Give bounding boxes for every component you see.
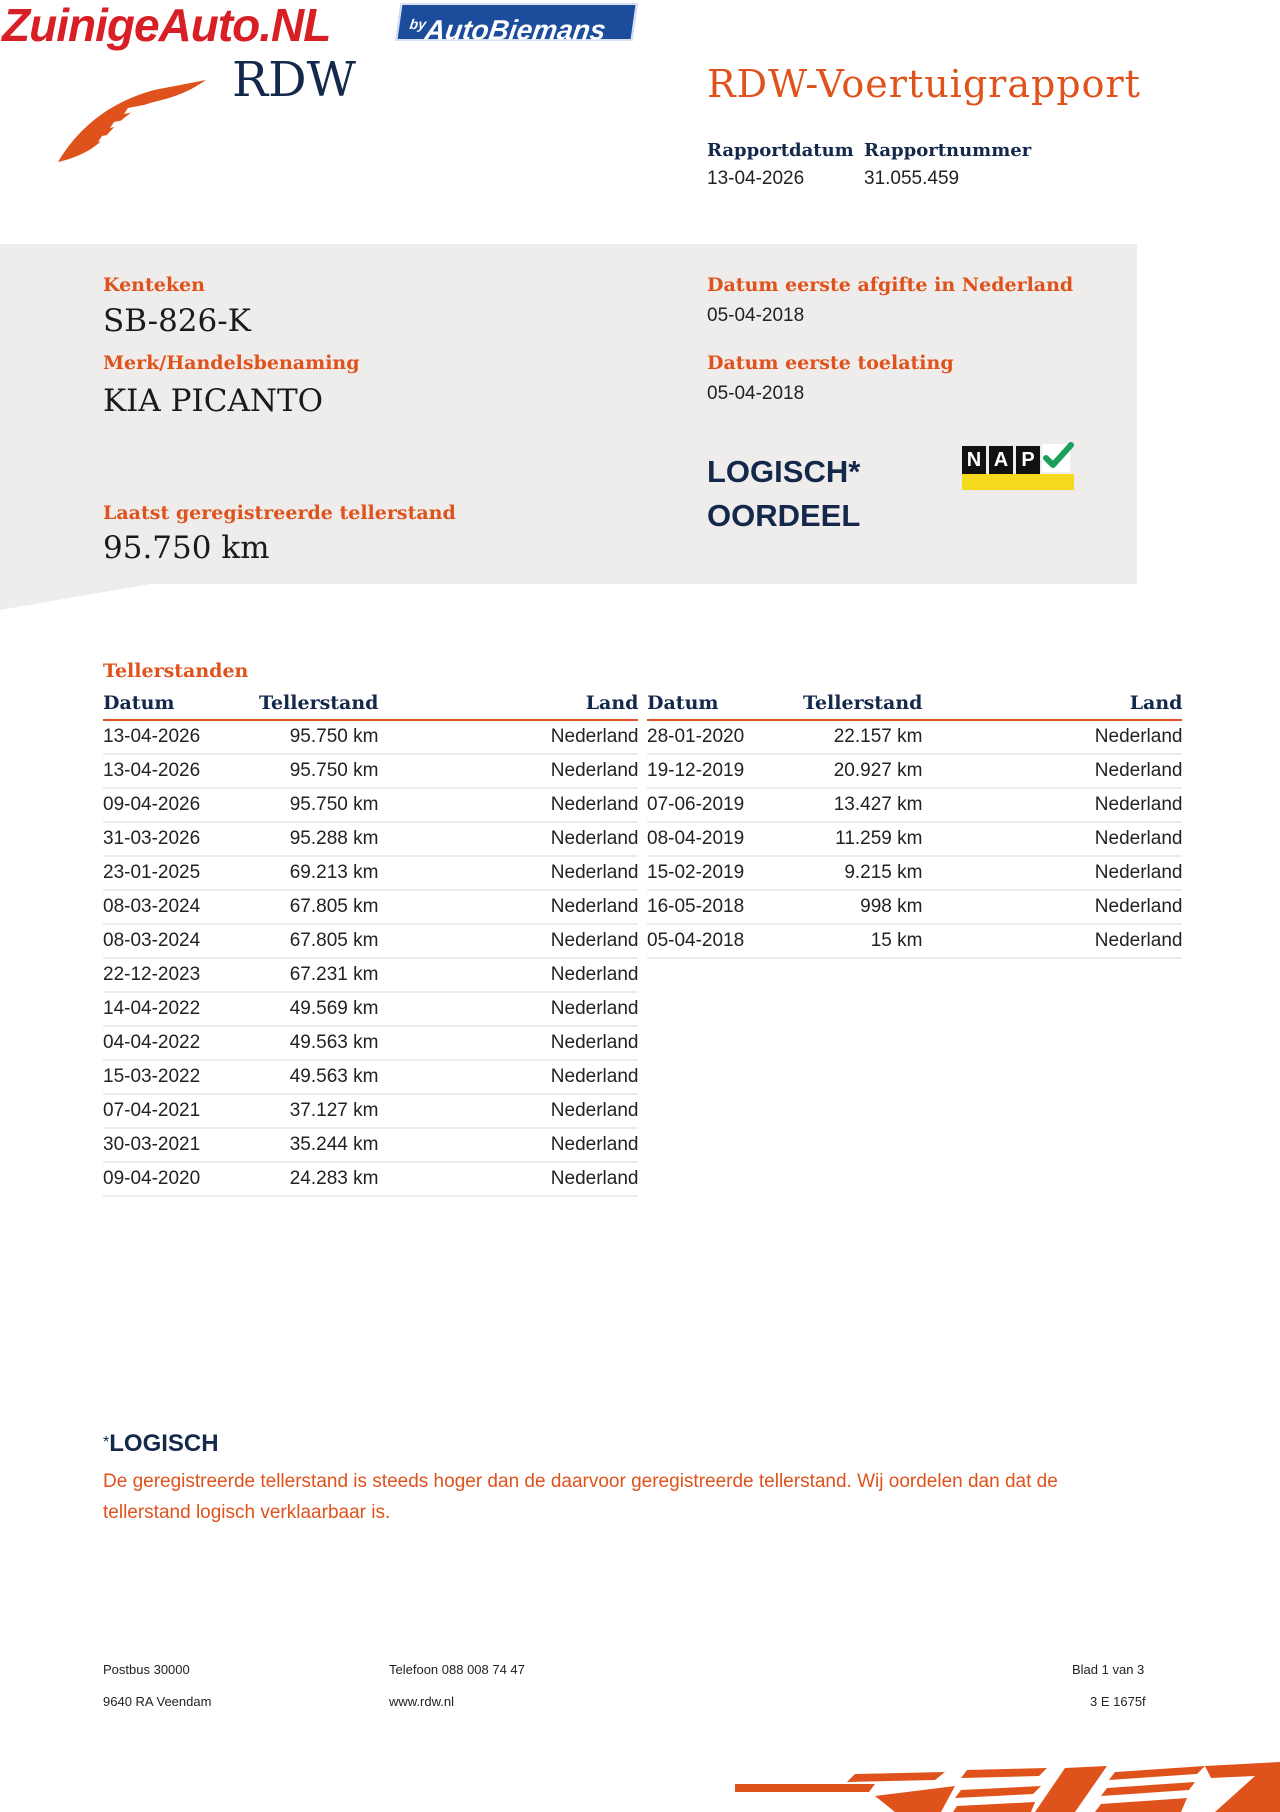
table-header-row <box>103 690 638 720</box>
cell-country: Nederland <box>922 822 1182 856</box>
footer-address-line2: 9640 RA Veendam <box>103 1694 212 1709</box>
nap-letter: A <box>989 446 1013 474</box>
table-row <box>647 788 1182 822</box>
nap-check-icon <box>1040 440 1074 474</box>
table-header-row <box>647 690 1182 720</box>
make-value: KIA PICANTO <box>103 383 324 419</box>
make-label: Merk/Handelsbenaming <box>103 352 360 374</box>
dealer-tag-badge <box>395 3 637 46</box>
table-row <box>647 822 1182 856</box>
cell-odometer: 998 km <box>797 890 922 924</box>
cell-odometer: 11.259 km <box>797 822 922 856</box>
cell-odometer: 67.805 km <box>253 924 378 958</box>
table-row <box>647 754 1182 788</box>
cell-odometer: 9.215 km <box>797 856 922 890</box>
nap-logo <box>962 446 1043 474</box>
cell-odometer: 49.563 km <box>253 1026 378 1060</box>
odometer-label: Laatst geregistreerde tellerstand <box>103 502 456 524</box>
footer-phone: Telefoon 088 008 74 47 <box>389 1662 525 1677</box>
column-header-odometer: Tellerstand <box>253 690 378 720</box>
verdict-value: LOGISCH* <box>707 454 861 489</box>
cell-country: Nederland <box>378 890 638 924</box>
cell-country: Nederland <box>922 924 1182 958</box>
cell-date: 31-03-2026 <box>103 822 253 856</box>
cell-country: Nederland <box>378 1162 638 1196</box>
cell-date: 15-03-2022 <box>103 1060 253 1094</box>
nap-letter: P <box>1016 446 1040 474</box>
first-issue-nl-label: Datum eerste afgifte in Nederland <box>707 274 1074 296</box>
cell-country: Nederland <box>378 1094 638 1128</box>
table-row <box>103 754 638 788</box>
verdict-label: OORDEEL <box>707 498 861 533</box>
cell-odometer: 95.750 km <box>253 788 378 822</box>
dealer-logo-text: ZuinigeAuto.NL <box>2 0 331 51</box>
odometer-table-right-body <box>647 720 1182 958</box>
dealer-tag-name: AutoBiemans <box>423 14 608 46</box>
cell-date: 07-04-2021 <box>103 1094 253 1128</box>
cell-country: Nederland <box>922 720 1182 754</box>
cell-country: Nederland <box>378 1026 638 1060</box>
footer-address-line1: Postbus 30000 <box>103 1662 190 1677</box>
cell-date: 07-06-2019 <box>647 788 797 822</box>
cell-odometer: 67.805 km <box>253 890 378 924</box>
rdw-logo-icon <box>58 80 210 162</box>
cell-date: 08-03-2024 <box>103 890 253 924</box>
cell-odometer: 20.927 km <box>797 754 922 788</box>
table-row <box>103 788 638 822</box>
cell-country: Nederland <box>378 822 638 856</box>
verdict-block <box>707 450 860 538</box>
table-row <box>647 890 1182 924</box>
report-date-label: Rapportdatum <box>707 140 854 161</box>
table-row <box>103 958 638 992</box>
cell-date: 08-04-2019 <box>647 822 797 856</box>
report-number-label: Rapportnummer <box>864 140 1032 161</box>
table-row <box>103 720 638 754</box>
cell-country: Nederland <box>378 788 638 822</box>
cell-odometer: 69.213 km <box>253 856 378 890</box>
cell-date: 09-04-2020 <box>103 1162 253 1196</box>
cell-date: 05-04-2018 <box>647 924 797 958</box>
table-row <box>103 992 638 1026</box>
cell-odometer: 49.563 km <box>253 1060 378 1094</box>
cell-date: 14-04-2022 <box>103 992 253 1026</box>
odometer-table-left-body <box>103 720 638 1196</box>
report-number-value: 31.055.459 <box>864 168 960 189</box>
cell-date: 09-04-2026 <box>103 788 253 822</box>
first-issue-nl-value: 05-04-2018 <box>707 305 805 326</box>
cell-odometer: 95.750 km <box>253 720 378 754</box>
cell-date: 13-04-2026 <box>103 720 253 754</box>
cell-country: Nederland <box>922 788 1182 822</box>
cell-country: Nederland <box>378 1128 638 1162</box>
cell-date: 16-05-2018 <box>647 890 797 924</box>
column-header-country: Land <box>378 690 638 720</box>
cell-date: 13-04-2026 <box>103 754 253 788</box>
cell-date: 08-03-2024 <box>103 924 253 958</box>
footer-document-code: 3 E 1675f <box>1090 1694 1146 1709</box>
first-admission-label: Datum eerste toelating <box>707 352 954 374</box>
cell-country: Nederland <box>922 856 1182 890</box>
cell-odometer: 37.127 km <box>253 1094 378 1128</box>
column-header-odometer: Tellerstand <box>797 690 922 720</box>
table-row <box>103 1162 638 1196</box>
footnote-body: De geregistreerde tellerstand is steeds hoger dan de daarvoor geregistreerde tellerstand. Wij oordelen dan dat de tellerstand logisch verklaarbaar is. <box>103 1471 1058 1523</box>
column-header-country: Land <box>922 690 1182 720</box>
cell-date: 19-12-2019 <box>647 754 797 788</box>
cell-country: Nederland <box>378 856 638 890</box>
panel-notch-decoration <box>0 584 150 610</box>
cell-date: 22-12-2023 <box>103 958 253 992</box>
plate-label: Kenteken <box>103 274 205 296</box>
odometer-value: 95.750 km <box>103 530 270 566</box>
cell-date: 23-01-2025 <box>103 856 253 890</box>
column-header-date: Datum <box>647 690 797 720</box>
dealer-tag-prefix: by <box>408 16 428 32</box>
odometer-table-title: Tellerstanden <box>103 660 249 682</box>
table-row <box>103 856 638 890</box>
table-row <box>103 1026 638 1060</box>
cell-odometer: 95.750 km <box>253 754 378 788</box>
cell-date: 15-02-2019 <box>647 856 797 890</box>
cell-odometer: 95.288 km <box>253 822 378 856</box>
cell-country: Nederland <box>378 992 638 1026</box>
cell-country: Nederland <box>922 890 1182 924</box>
first-admission-value: 05-04-2018 <box>707 383 805 404</box>
table-row <box>647 856 1182 890</box>
cell-odometer: 22.157 km <box>797 720 922 754</box>
table-row <box>103 890 638 924</box>
cell-country: Nederland <box>378 1060 638 1094</box>
plate-value: SB-826-K <box>103 303 251 339</box>
table-row <box>103 822 638 856</box>
table-row <box>103 924 638 958</box>
cell-odometer: 67.231 km <box>253 958 378 992</box>
nap-letter: N <box>962 446 986 474</box>
footnote-title <box>103 1430 219 1458</box>
cell-country: Nederland <box>378 720 638 754</box>
rdw-wordmark: RDW <box>232 52 356 108</box>
cell-odometer: 49.569 km <box>253 992 378 1026</box>
cell-country: Nederland <box>922 754 1182 788</box>
footnote-star: * <box>103 1434 110 1451</box>
report-title: RDW-Voertuigrapport <box>707 62 1141 106</box>
footer-website-link[interactable]: www.rdw.nl <box>389 1694 455 1709</box>
table-row <box>647 720 1182 754</box>
table-row <box>103 1094 638 1128</box>
cell-country: Nederland <box>378 958 638 992</box>
table-row <box>103 1060 638 1094</box>
odometer-table-right <box>647 690 1182 959</box>
nap-yellow-bar <box>962 474 1074 490</box>
cell-odometer: 15 km <box>797 924 922 958</box>
cell-odometer: 24.283 km <box>253 1162 378 1196</box>
column-header-date: Datum <box>103 690 253 720</box>
table-row <box>103 1128 638 1162</box>
cell-country: Nederland <box>378 754 638 788</box>
report-date-value: 13-04-2026 <box>707 168 805 189</box>
cell-date: 30-03-2021 <box>103 1128 253 1162</box>
cell-date: 04-04-2022 <box>103 1026 253 1060</box>
cell-date: 28-01-2020 <box>647 720 797 754</box>
footer-stripes-decoration <box>735 1762 1280 1812</box>
footnote-title-text: LOGISCH <box>109 1430 219 1457</box>
cell-country: Nederland <box>378 924 638 958</box>
table-row <box>647 924 1182 958</box>
cell-odometer: 35.244 km <box>253 1128 378 1162</box>
cell-odometer: 13.427 km <box>797 788 922 822</box>
footer-page-number: Blad 1 van 3 <box>1072 1662 1145 1677</box>
odometer-table-left <box>103 690 638 1197</box>
